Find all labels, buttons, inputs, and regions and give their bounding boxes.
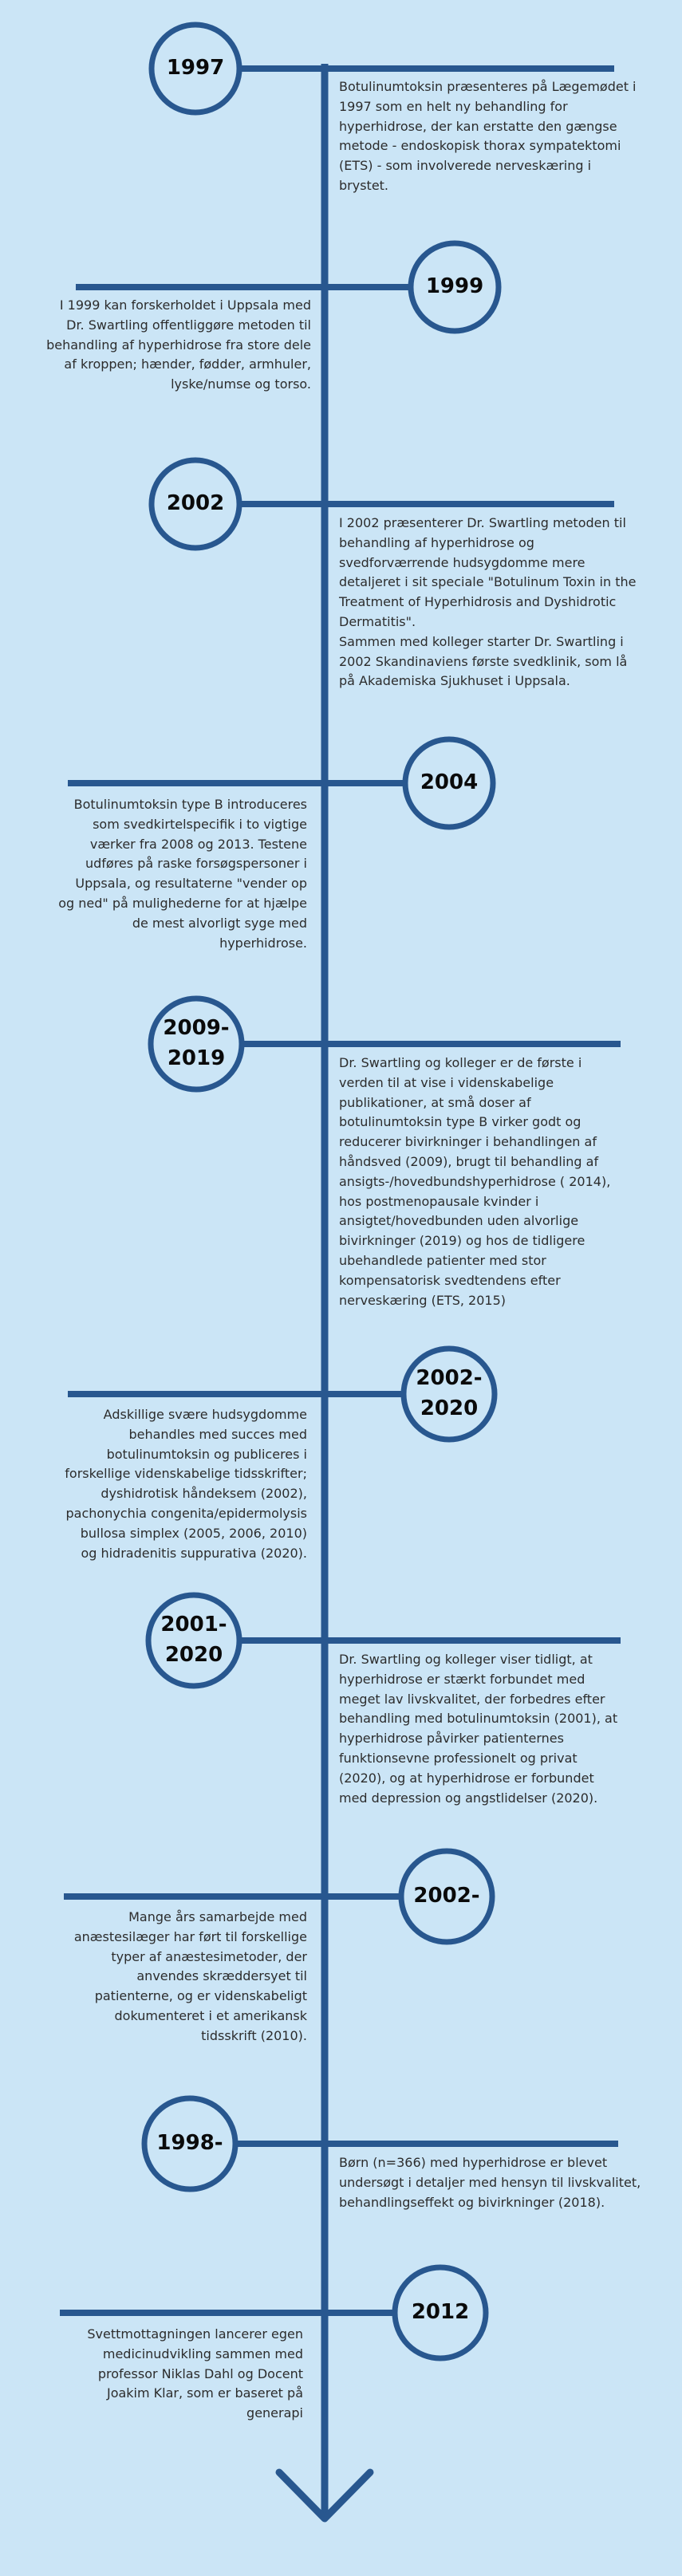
year-label: 1999	[425, 274, 484, 299]
event-description: Adskillige svære hudsygdomme behandles med succes med botulinumtoksin og publiceres i forskellige videnskabelige tidsskrifter; dyshidrotisk håndeksem (2002), pachonychia congenita/epidermolysis bullosa simplex (2005, 2006, 2010) og hidradenitis suppurativa (2020).	[65, 1407, 307, 1561]
event-description: Botulinumtoksin præsenteres på Lægemødet i 1997 som en helt ny behandling for hyperhidrose, der kan erstatte den gængse metode - endoskopisk thorax sympatektomi (ETS) - som involverede nerveskæring i brystet.	[339, 79, 637, 193]
year-label: 2009- 2019	[163, 1016, 230, 1070]
event-description: Dr. Swartling og kolleger er de første i verden til at vise i videnskabelige publikationer, at små doser af botulinumtoksin type B virker godt og reducerer bivirkninger i behandlingen af håndsved (2009), brugt til behandling af ansigts-/hovedbundshyperhidrose ( 2014), hos postmenopausale kvinder i ansigtet/hovedbunden uden alvorlige bivirkninger (2019) og hos de tidligere ubehandlede patienter med stor kompensatorisk svedtendens efter nerveskæring (ETS, 2015)	[339, 1055, 611, 1308]
year-label: 2002-	[413, 1884, 480, 1908]
year-label: 2012	[411, 2300, 470, 2325]
event-description: Dr. Swartling og kolleger viser tidligt, at hyperhidrose er stærkt forbundet med meget lav livskvalitet, der forbedres efter behandling med botulinumtoksin (2001), at hyperhidrose påvirker patienternes funktionsevne professionelt og privat (2020), og at hyperhidrose er forbundet med depression og angstlidelser (2020).	[339, 1652, 618, 1806]
year-label: 1998-	[156, 2131, 223, 2156]
year-label: 2001- 2020	[160, 1613, 227, 1667]
event-description: Mange års samarbejde med anæstesilæger har ført til forskellige typer af anæstesimetoder, der anvendes skræddersyet til patienterne, og er videnskabeligt dokumenteret i et amerikansk tidsskrift (2010).	[73, 1909, 307, 2043]
event-description: Botulinumtoksin type B introduceres som svedkirtelspecifik i to vigtige værker fra 2008 og 2013. Testene udføres på raske forsøgspersoner i Uppsala, og resultaterne "vender op og ned" på mulighederne for at hjælpe de mest alvorligt syge med hyperhidrose.	[58, 797, 307, 951]
year-label: 2002	[166, 491, 225, 516]
year-label: 2002- 2020	[416, 1366, 483, 1420]
year-label: 2004	[420, 770, 479, 795]
event-description: I 2002 præsenterer Dr. Swartling metoden til behandling af hyperhidrose og svedforværrende hudsygdomme mere detaljeret i sit speciale "Botulinum Toxin in the Treatment of Hyperhidrosis and Dyshidrotic Dermatitis". Sammen med kolleger starter Dr. Swartling i 2002 Skandinaviens første svedklinik, som lå på Akademiska Sjukhuset i Uppsala.	[339, 515, 637, 689]
year-label: 1997	[166, 56, 225, 81]
event-description: Svettmottagningen lancerer egen medicinudvikling sammen med professor Niklas Dahl og Docent Joakim Klar, som er baseret på generapi	[87, 2326, 303, 2421]
event-description: I 1999 kan forskerholdet i Uppsala med Dr. Swartling offentliggøre metoden til behandling af hyperhidrose fra store dele af kroppen; hænder, fødder, armhuler, lyske/numse og torso.	[46, 297, 311, 392]
event-description: Børn (n=366) med hyperhidrose er blevet undersøgt i detaljer med hensyn til livskvalitet, behandlingseffekt og bivirkninger (2018).	[339, 2155, 641, 2210]
